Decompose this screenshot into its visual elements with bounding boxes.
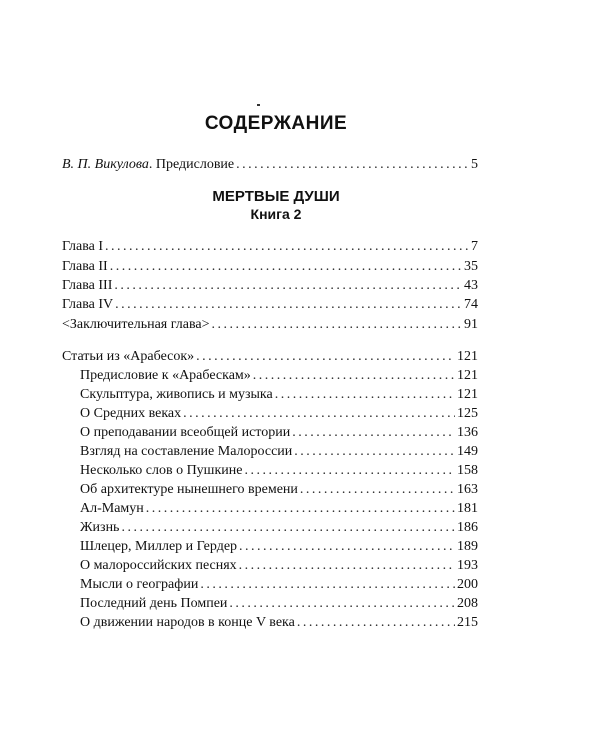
toc-entry-page: 121 <box>457 349 478 364</box>
toc-entry-article <box>80 481 478 499</box>
toc-entry-article <box>80 538 478 556</box>
toc-entry-article <box>80 367 478 385</box>
toc-entry-label: О движении народов в конце V века <box>80 615 295 630</box>
toc-entry-article <box>80 557 478 575</box>
toc-entry-page: 193 <box>457 558 478 573</box>
toc-entry-chapter <box>62 238 478 256</box>
toc-entry-label: Об архитектуре нынешнего времени <box>80 482 298 497</box>
toc-entry-page: 136 <box>457 425 478 440</box>
toc-entry-article <box>80 614 478 632</box>
dot-leader <box>114 277 462 295</box>
toc-entry-article <box>80 500 478 518</box>
toc-entry-page: 200 <box>457 577 478 592</box>
toc-entry-article <box>80 386 478 404</box>
toc-entry-label: Последний день Помпеи <box>80 596 228 611</box>
toc-entry-label: Жизнь <box>80 520 120 535</box>
toc-entry-page: 163 <box>457 482 478 497</box>
toc-entry-page: 215 <box>457 615 478 630</box>
toc-entry-page: 7 <box>471 239 478 254</box>
dot-leader <box>229 595 455 613</box>
toc-entry-page: 125 <box>457 406 478 421</box>
toc-entry-label: Глава II <box>62 259 108 274</box>
dot-leader <box>200 576 455 594</box>
toc-entry-label: Несколько слов о Пушкине <box>80 463 243 478</box>
toc-entry-page: 149 <box>457 444 478 459</box>
toc-entry-page: 91 <box>464 317 478 332</box>
toc-entry-label: О Средних веках <box>80 406 182 421</box>
preface-author: В. П. Викулова <box>62 157 149 172</box>
toc-entry-article <box>80 595 478 613</box>
toc-entry-page: 43 <box>464 278 478 293</box>
toc-entry-article <box>80 576 478 594</box>
dot-leader <box>115 296 462 314</box>
toc-entry-page: 208 <box>457 596 478 611</box>
toc-entry-preface <box>62 156 478 174</box>
toc-entry-label: Шлецер, Миллер и Гердер <box>80 539 238 554</box>
dot-leader <box>275 386 455 404</box>
toc-entry-label: <Заключительная глава> <box>62 317 210 332</box>
toc-entry-article <box>80 519 478 537</box>
toc-entry-page: 186 <box>457 520 478 535</box>
page-title: СОДЕРЖАНИЕ <box>204 113 348 134</box>
toc-entry-label: Предисловие к «Арабескам» <box>80 368 251 383</box>
toc-entry-label <box>62 156 234 174</box>
toc-entry-page: 35 <box>464 259 478 274</box>
toc-entry-page: 181 <box>457 501 478 516</box>
toc-entry-label: Скульптура, живопись и музыка <box>80 387 273 402</box>
toc-entry-page: 189 <box>457 539 478 554</box>
toc-entry-label: О преподавании всеобщей истории <box>80 425 291 440</box>
toc-entry-page: 158 <box>457 463 478 478</box>
dot-leader <box>294 443 455 461</box>
toc-entry-chapter <box>62 316 478 334</box>
dot-leader <box>196 348 455 366</box>
toc-entry-page: 74 <box>464 297 478 312</box>
toc-entry-label: Глава III <box>62 278 113 293</box>
toc-entry-chapter <box>62 258 478 276</box>
toc-entry-label: Мысли о географии <box>80 577 199 592</box>
toc-entry-chapter <box>62 296 478 314</box>
dot-leader <box>244 462 455 480</box>
toc-entry-label: Статьи из «Арабесок» <box>62 349 195 364</box>
toc-entry-page: 5 <box>471 157 478 172</box>
dot-leader <box>239 538 455 556</box>
dot-leader <box>236 156 469 174</box>
dot-leader <box>253 367 455 385</box>
toc-entry-label: Ал-Мамун <box>80 501 144 516</box>
toc-entry-label: Взгляд на составление Малороссии <box>80 444 293 459</box>
book-subtitle: Книга 2 <box>250 206 302 222</box>
dot-leader <box>105 238 469 256</box>
dot-leader <box>239 557 455 575</box>
dot-leader <box>110 258 462 276</box>
preface-label: . Предисловие <box>148 157 235 172</box>
dot-leader <box>300 481 455 499</box>
print-mark <box>257 104 260 106</box>
toc-entry-article <box>80 424 478 442</box>
toc-entry-label: Глава IV <box>62 297 114 312</box>
dot-leader <box>146 500 455 518</box>
book-title: МЕРТВЫЕ ДУШИ <box>212 188 340 205</box>
toc-entry-chapter <box>62 277 478 295</box>
dot-leader <box>297 614 455 632</box>
toc-entry-section <box>62 348 478 366</box>
toc-entry-label: О малороссийских песнях <box>80 558 237 573</box>
toc-entry-article <box>80 443 478 461</box>
toc-entry-label: Глава I <box>62 239 104 254</box>
dot-leader <box>183 405 455 423</box>
dot-leader <box>212 316 463 334</box>
toc-entry-page: 121 <box>457 368 478 383</box>
toc-entry-page: 121 <box>457 387 478 402</box>
toc-entry-article <box>80 405 478 423</box>
dot-leader <box>121 519 455 537</box>
toc-entry-article <box>80 462 478 480</box>
dot-leader <box>292 424 455 442</box>
